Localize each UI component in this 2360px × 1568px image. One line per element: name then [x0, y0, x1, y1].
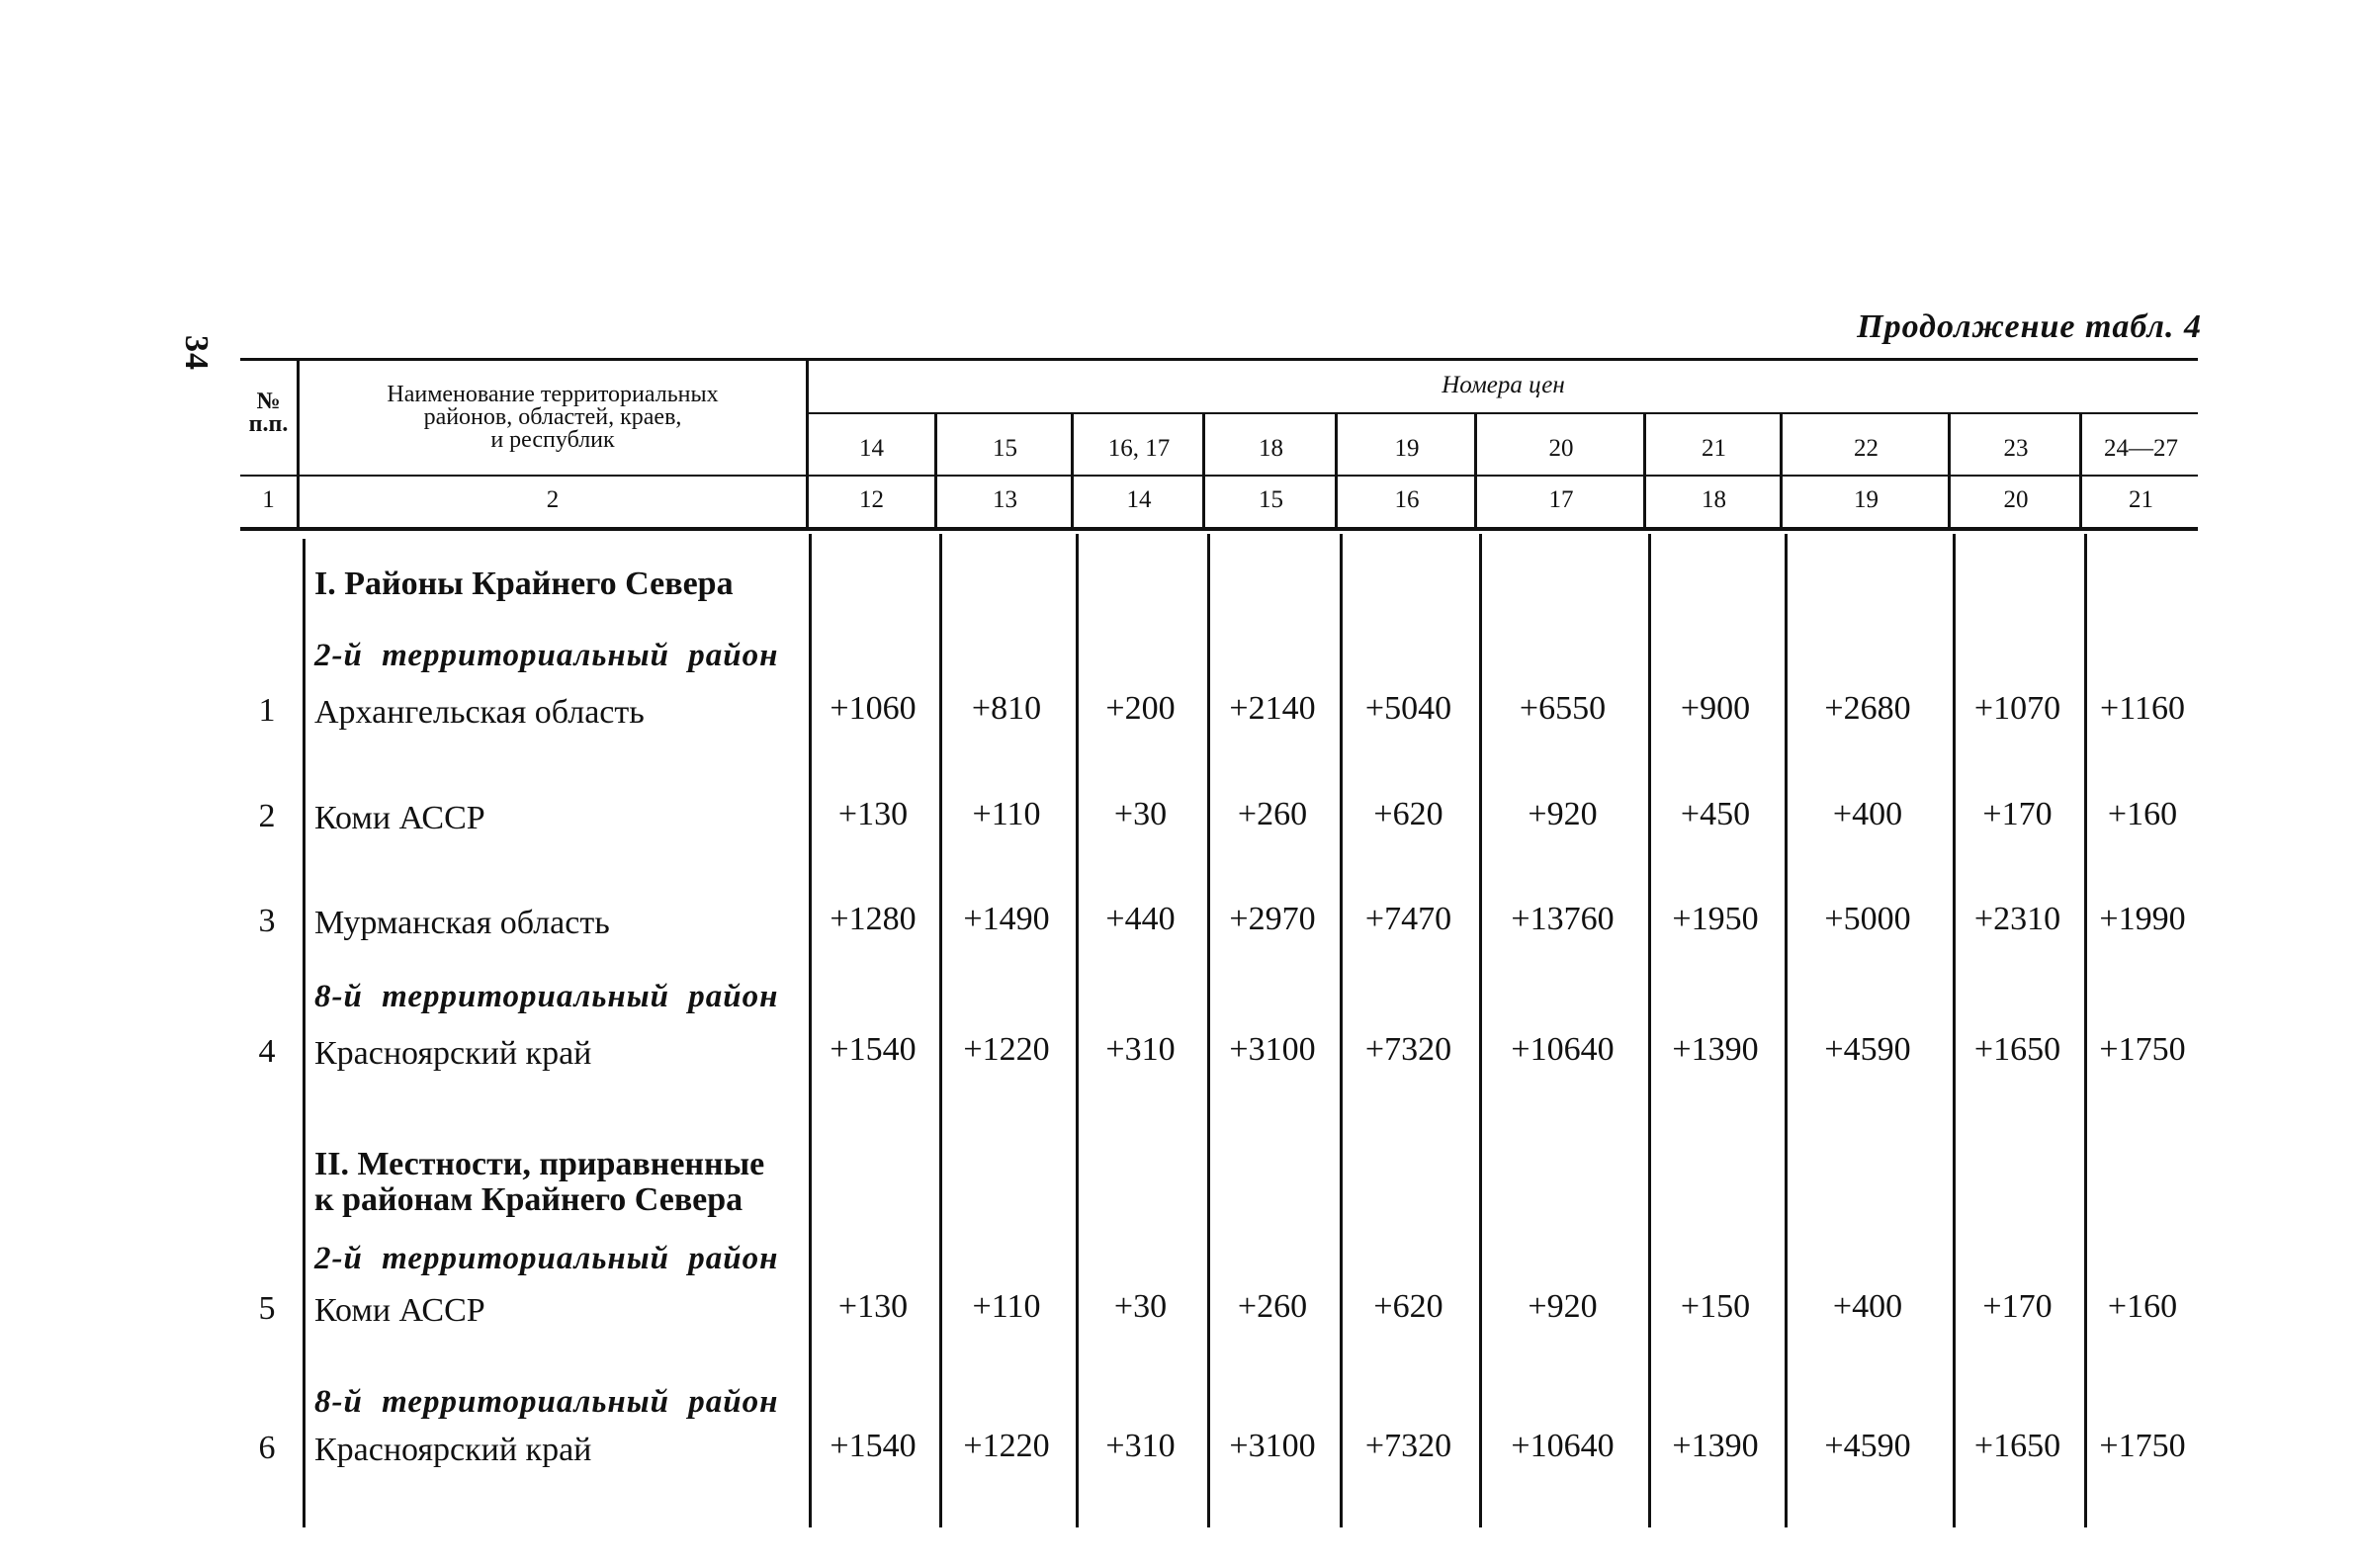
price-cell: +1950 — [1672, 901, 1759, 937]
price-cell: +10640 — [1511, 1031, 1615, 1068]
price-column-number: 22 — [1854, 435, 1879, 462]
price-cell: +450 — [1680, 796, 1751, 832]
price-cell: +1220 — [963, 1428, 1050, 1464]
price-cell: +160 — [2107, 1288, 2178, 1325]
header-divider — [2079, 414, 2082, 529]
price-cell: +1220 — [963, 1031, 1050, 1068]
row-number: 6 — [258, 1430, 276, 1466]
price-cell: +10640 — [1511, 1428, 1615, 1464]
price-cell: +1990 — [2099, 901, 2186, 937]
header-divider — [1335, 414, 1338, 529]
price-column-number: 15 — [993, 435, 1017, 462]
price-cell: +3100 — [1229, 1031, 1316, 1068]
price-cell: +1390 — [1672, 1428, 1759, 1464]
price-column-number: 19 — [1394, 435, 1420, 462]
price-cell: +2140 — [1229, 690, 1316, 727]
row-number: 4 — [258, 1033, 276, 1070]
price-cell: +310 — [1105, 1031, 1176, 1068]
header-divider — [934, 414, 937, 529]
subsection-heading: 2-й территориальный район — [314, 638, 779, 673]
price-cell: +200 — [1105, 690, 1176, 727]
price-cell: +1650 — [1973, 1031, 2061, 1068]
column-index: 18 — [1702, 486, 1726, 513]
price-cell: +7470 — [1364, 901, 1452, 937]
price-cell: +1280 — [830, 901, 917, 937]
price-cell: +1060 — [830, 690, 917, 727]
subsection-heading: 8-й территориальный район — [314, 1384, 779, 1420]
table-top-rule — [240, 358, 2198, 361]
price-cell: +170 — [1982, 796, 2053, 832]
price-cell: +6550 — [1519, 690, 1607, 727]
column-index: 14 — [1126, 486, 1152, 513]
price-column-number: 24—27 — [2104, 435, 2178, 462]
price-cell: +620 — [1373, 1288, 1443, 1325]
price-cell: +440 — [1105, 901, 1176, 937]
column-index: 20 — [2003, 486, 2029, 513]
region-name: Мурманская область — [314, 905, 610, 941]
price-cell: +620 — [1373, 796, 1443, 832]
price-column-number: 20 — [1548, 435, 1574, 462]
subsection-heading: 8-й территориальный район — [314, 979, 779, 1014]
column-index: 1 — [262, 486, 275, 513]
row-number: 5 — [258, 1290, 276, 1327]
page-number: 34 — [178, 335, 215, 371]
row-number: 3 — [258, 903, 276, 939]
price-cell: +900 — [1680, 690, 1751, 727]
price-cell: +4590 — [1824, 1031, 1911, 1068]
header-divider — [1643, 414, 1646, 529]
price-cell: +260 — [1237, 1288, 1308, 1325]
header-num-label: № п.п. — [248, 389, 289, 437]
index-row-bottom-rule — [240, 527, 2198, 531]
region-name: Архангельская область — [314, 694, 645, 731]
column-index: 19 — [1854, 486, 1879, 513]
price-cell: +1490 — [963, 901, 1050, 937]
price-cell: +1750 — [2099, 1031, 2186, 1068]
price-cell: +130 — [837, 796, 909, 832]
price-cell: +160 — [2107, 796, 2178, 832]
price-cell: +1390 — [1672, 1031, 1759, 1068]
column-index: 13 — [993, 486, 1017, 513]
table-caption: Продолжение табл. 4 — [1857, 308, 2202, 345]
price-cell: +110 — [972, 1288, 1041, 1325]
price-cell: +310 — [1105, 1428, 1176, 1464]
header-divider — [1948, 414, 1951, 529]
header-prices-label: Номера цен — [1442, 372, 1565, 398]
price-cell: +2310 — [1973, 901, 2061, 937]
price-column-number: 23 — [2003, 435, 2029, 462]
price-cell: +1160 — [2100, 690, 2185, 727]
price-cell: +400 — [1832, 796, 1903, 832]
price-cell: +30 — [1113, 1288, 1168, 1325]
price-cell: +2970 — [1229, 901, 1316, 937]
row-number: 1 — [258, 692, 276, 729]
section-heading: I. Районы Крайнего Севера — [314, 566, 734, 602]
price-cell: +1750 — [2099, 1428, 2186, 1464]
header-divider — [1071, 414, 1074, 529]
price-column-number: 21 — [1702, 435, 1726, 462]
column-index: 17 — [1548, 486, 1574, 513]
prices-header-rule — [809, 412, 2198, 414]
price-cell: +1650 — [1973, 1428, 2061, 1464]
row-number: 2 — [258, 798, 276, 834]
price-cell: +400 — [1832, 1288, 1903, 1325]
price-cell: +920 — [1528, 1288, 1598, 1325]
price-cell: +3100 — [1229, 1428, 1316, 1464]
price-cell: +7320 — [1364, 1428, 1452, 1464]
header-divider — [1202, 414, 1205, 529]
price-cell: +5040 — [1364, 690, 1452, 727]
price-column-number: 18 — [1259, 435, 1283, 462]
header-name-label: Наименование территориальных районов, областей, краев, и республик — [387, 382, 719, 453]
price-cell: +5000 — [1824, 901, 1911, 937]
column-index: 15 — [1259, 486, 1283, 513]
price-cell: +170 — [1982, 1288, 2053, 1325]
price-cell: +13760 — [1511, 901, 1615, 937]
price-cell: +30 — [1113, 796, 1168, 832]
section-heading: II. Местности, приравненные к районам Крайнего Севера — [314, 1146, 765, 1218]
body-divider — [303, 539, 306, 1527]
region-name: Красноярский край — [314, 1432, 592, 1468]
price-cell: +4590 — [1824, 1428, 1911, 1464]
price-cell: +130 — [837, 1288, 909, 1325]
column-index: 2 — [546, 486, 560, 513]
region-name: Коми АССР — [314, 800, 485, 836]
price-column-number: 14 — [859, 435, 884, 462]
column-index: 21 — [2129, 486, 2153, 513]
price-cell: +1070 — [1973, 690, 2061, 727]
price-cell: +110 — [972, 796, 1041, 832]
price-cell: +1540 — [830, 1031, 917, 1068]
region-name: Коми АССР — [314, 1292, 485, 1329]
price-cell: +150 — [1680, 1288, 1751, 1325]
header-divider — [1474, 414, 1477, 529]
price-cell: +260 — [1237, 796, 1308, 832]
price-column-number: 16, 17 — [1107, 435, 1171, 462]
header-bottom-rule — [240, 475, 2198, 477]
price-cell: +1540 — [830, 1428, 917, 1464]
column-index: 12 — [859, 486, 884, 513]
price-cell: +920 — [1528, 796, 1598, 832]
price-cell: +810 — [971, 690, 1042, 727]
column-index: 16 — [1394, 486, 1420, 513]
price-cell: +7320 — [1364, 1031, 1452, 1068]
price-cell: +2680 — [1824, 690, 1911, 727]
subsection-heading: 2-й территориальный район — [314, 1241, 779, 1276]
header-divider — [1780, 414, 1783, 529]
region-name: Красноярский край — [314, 1035, 592, 1072]
